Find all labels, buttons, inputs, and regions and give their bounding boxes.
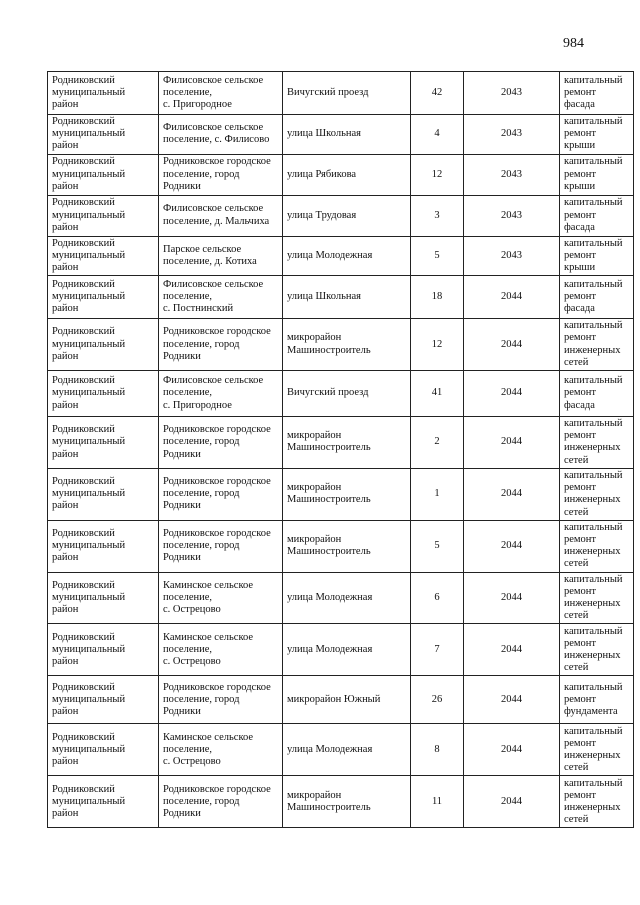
house-number-cell: 12 (411, 319, 464, 371)
district-cell: Родниковский муниципальный район (48, 572, 159, 624)
house-number-cell: 1 (411, 468, 464, 520)
work-type-cell: капитальный ремонт фасада (560, 371, 634, 417)
house-number-cell: 42 (411, 72, 464, 115)
year-cell: 2044 (464, 468, 560, 520)
year-cell: 2043 (464, 195, 560, 236)
table-row (48, 468, 634, 520)
table-row (48, 572, 634, 624)
street-cell: микрорайон Машиностроитель (283, 417, 411, 469)
district-cell: Родниковский муниципальный район (48, 624, 159, 676)
table-row (48, 724, 634, 776)
settlement-cell: Филисовское сельское поселение, д. Мальчиха (159, 195, 283, 236)
work-type-cell: капитальный ремонт инженерных сетей (560, 520, 634, 572)
table-row (48, 72, 634, 115)
table-body (48, 72, 634, 828)
year-cell: 2043 (464, 72, 560, 115)
district-cell: Родниковский муниципальный район (48, 72, 159, 115)
street-cell: улица Школьная (283, 115, 411, 155)
year-cell: 2044 (464, 319, 560, 371)
settlement-cell: Филисовское сельское поселение, с. Филисово (159, 115, 283, 155)
district-cell: Родниковский муниципальный район (48, 115, 159, 155)
house-number-cell: 11 (411, 776, 464, 828)
street-cell: микрорайон Южный (283, 676, 411, 724)
table-row (48, 776, 634, 828)
table-row (48, 276, 634, 319)
work-type-cell: капитальный ремонт крыши (560, 154, 634, 195)
house-number-cell: 6 (411, 572, 464, 624)
table-row (48, 417, 634, 469)
district-cell: Родниковский муниципальный район (48, 236, 159, 276)
house-number-cell: 12 (411, 154, 464, 195)
house-number-cell: 7 (411, 624, 464, 676)
street-cell: улица Молодежная (283, 572, 411, 624)
year-cell: 2044 (464, 371, 560, 417)
street-cell: Вичугский проезд (283, 72, 411, 115)
house-number-cell: 5 (411, 236, 464, 276)
table-row (48, 154, 634, 195)
table-row (48, 676, 634, 724)
year-cell: 2043 (464, 154, 560, 195)
work-type-cell: капитальный ремонт крыши (560, 236, 634, 276)
year-cell: 2044 (464, 624, 560, 676)
settlement-cell: Родниковское городское поселение, город Родники (159, 676, 283, 724)
work-type-cell: капитальный ремонт инженерных сетей (560, 319, 634, 371)
house-number-cell: 8 (411, 724, 464, 776)
district-cell: Родниковский муниципальный район (48, 724, 159, 776)
year-cell: 2043 (464, 236, 560, 276)
district-cell: Родниковский муниципальный район (48, 417, 159, 469)
street-cell: улица Рябикова (283, 154, 411, 195)
house-number-cell: 3 (411, 195, 464, 236)
settlement-cell: Филисовское сельское поселение, с. Пригородное (159, 72, 283, 115)
district-cell: Родниковский муниципальный район (48, 371, 159, 417)
house-number-cell: 26 (411, 676, 464, 724)
street-cell: улица Трудовая (283, 195, 411, 236)
street-cell: микрорайон Машиностроитель (283, 319, 411, 371)
table-row (48, 520, 634, 572)
work-type-cell: капитальный ремонт фасада (560, 195, 634, 236)
settlement-cell: Родниковское городское поселение, город Родники (159, 319, 283, 371)
street-cell: микрорайон Машиностроитель (283, 520, 411, 572)
district-cell: Родниковский муниципальный район (48, 154, 159, 195)
settlement-cell: Родниковское городское поселение, город Родники (159, 417, 283, 469)
settlement-cell: Родниковское городское поселение, город Родники (159, 776, 283, 828)
settlement-cell: Филисовское сельское поселение, с. Пригородное (159, 371, 283, 417)
settlement-cell: Родниковское городское поселение, город Родники (159, 520, 283, 572)
page-number: 984 (563, 36, 584, 51)
house-number-cell: 18 (411, 276, 464, 319)
work-type-cell: капитальный ремонт инженерных сетей (560, 572, 634, 624)
settlement-cell: Родниковское городское поселение, город Родники (159, 154, 283, 195)
settlement-cell: Каминское сельское поселение, с. Острецово (159, 572, 283, 624)
work-type-cell: капитальный ремонт инженерных сетей (560, 776, 634, 828)
table-row (48, 319, 634, 371)
settlement-cell: Каминское сельское поселение, с. Острецово (159, 624, 283, 676)
work-type-cell: капитальный ремонт инженерных сетей (560, 468, 634, 520)
year-cell: 2044 (464, 276, 560, 319)
settlement-cell: Филисовское сельское поселение, с. Постнинский (159, 276, 283, 319)
work-type-cell: капитальный ремонт фундамента (560, 676, 634, 724)
work-type-cell: капитальный ремонт инженерных сетей (560, 624, 634, 676)
year-cell: 2044 (464, 417, 560, 469)
house-number-cell: 2 (411, 417, 464, 469)
year-cell: 2044 (464, 572, 560, 624)
table-row (48, 195, 634, 236)
year-cell: 2044 (464, 520, 560, 572)
district-cell: Родниковский муниципальный район (48, 276, 159, 319)
house-number-cell: 41 (411, 371, 464, 417)
house-number-cell: 4 (411, 115, 464, 155)
street-cell: улица Молодежная (283, 236, 411, 276)
settlement-cell: Родниковское городское поселение, город Родники (159, 468, 283, 520)
work-type-cell: капитальный ремонт инженерных сетей (560, 417, 634, 469)
district-cell: Родниковский муниципальный район (48, 468, 159, 520)
district-cell: Родниковский муниципальный район (48, 520, 159, 572)
work-type-cell: капитальный ремонт фасада (560, 72, 634, 115)
table-row (48, 236, 634, 276)
work-type-cell: капитальный ремонт крыши (560, 115, 634, 155)
street-cell: улица Школьная (283, 276, 411, 319)
table-row (48, 624, 634, 676)
year-cell: 2044 (464, 724, 560, 776)
house-number-cell: 5 (411, 520, 464, 572)
table-row (48, 115, 634, 155)
district-cell: Родниковский муниципальный район (48, 776, 159, 828)
table-row (48, 371, 634, 417)
district-cell: Родниковский муниципальный район (48, 319, 159, 371)
street-cell: улица Молодежная (283, 724, 411, 776)
street-cell: улица Молодежная (283, 624, 411, 676)
street-cell: Вичугский проезд (283, 371, 411, 417)
street-cell: микрорайон Машиностроитель (283, 468, 411, 520)
district-cell: Родниковский муниципальный район (48, 195, 159, 236)
repair-schedule-table (47, 71, 634, 828)
year-cell: 2043 (464, 115, 560, 155)
work-type-cell: капитальный ремонт фасада (560, 276, 634, 319)
settlement-cell: Парское сельское поселение, д. Котиха (159, 236, 283, 276)
settlement-cell: Каминское сельское поселение, с. Острецово (159, 724, 283, 776)
street-cell: микрорайон Машиностроитель (283, 776, 411, 828)
district-cell: Родниковский муниципальный район (48, 676, 159, 724)
year-cell: 2044 (464, 776, 560, 828)
year-cell: 2044 (464, 676, 560, 724)
work-type-cell: капитальный ремонт инженерных сетей (560, 724, 634, 776)
